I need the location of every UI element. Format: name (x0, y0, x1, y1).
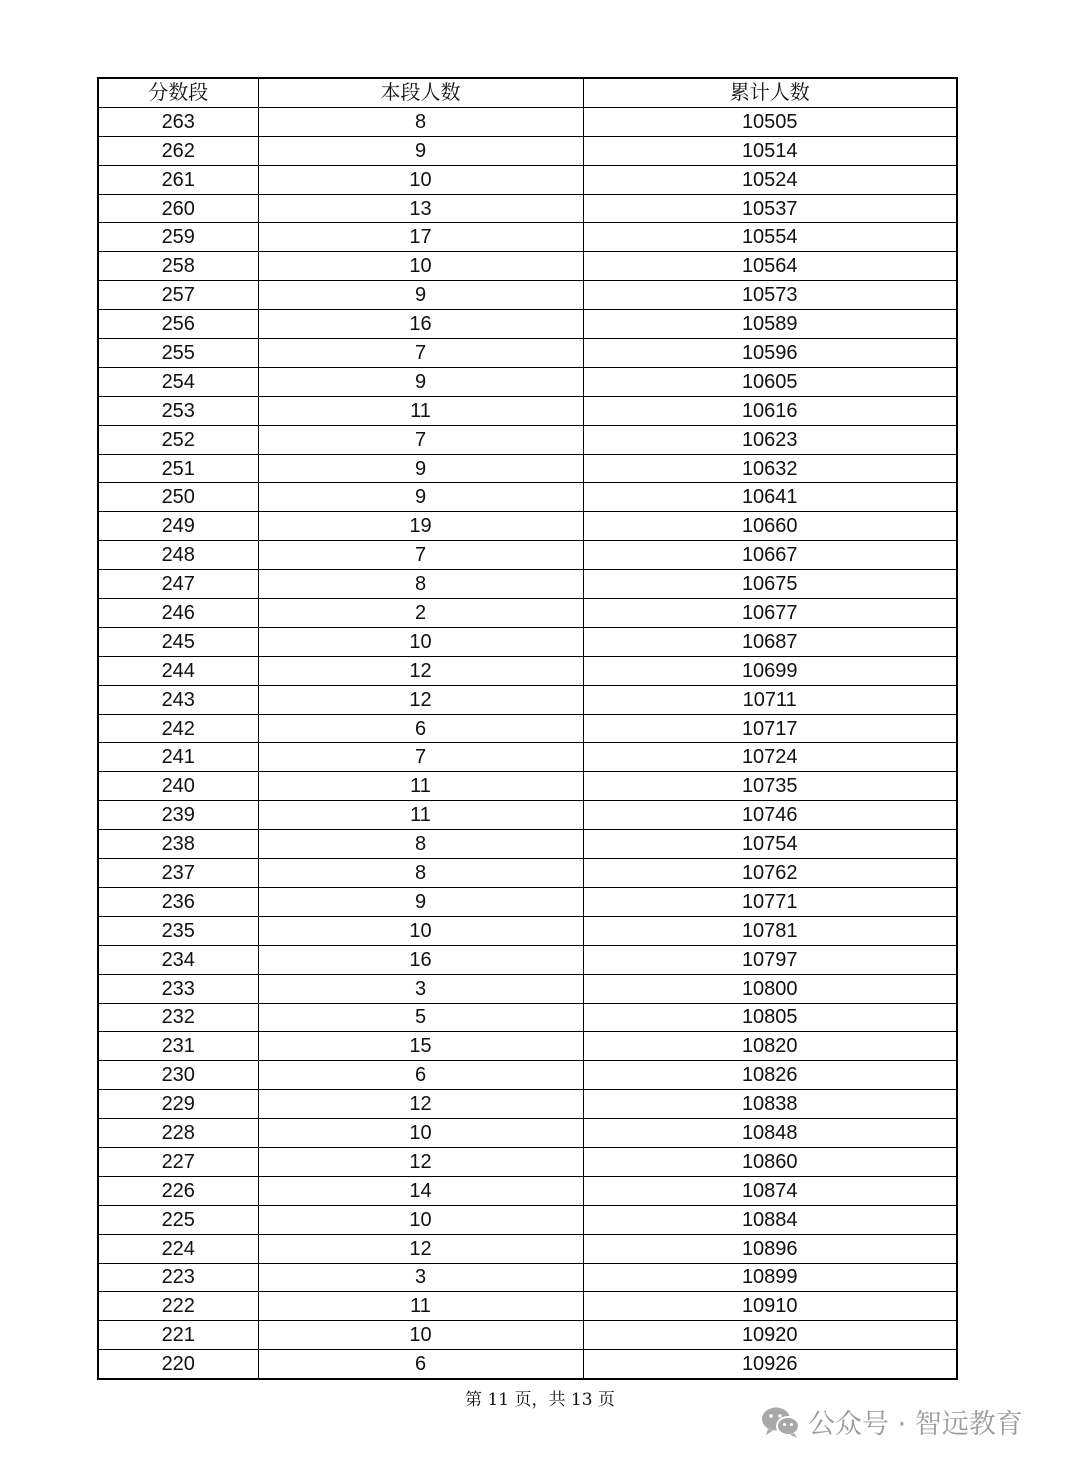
table-row (98, 830, 957, 859)
score-range-cell: 256 (98, 310, 258, 339)
cumulative-count-cell: 10596 (583, 339, 957, 368)
score-range-cell: 233 (98, 974, 258, 1003)
cumulative-count-cell: 10641 (583, 483, 957, 512)
score-range-cell: 254 (98, 367, 258, 396)
table-row (98, 454, 957, 483)
segment-count-cell: 12 (258, 1234, 583, 1263)
table-row (98, 1176, 957, 1205)
segment-count-cell: 16 (258, 310, 583, 339)
cumulative-count-cell: 10589 (583, 310, 957, 339)
segment-count-cell: 10 (258, 1205, 583, 1234)
segment-count-cell: 11 (258, 801, 583, 830)
segment-count-cell: 10 (258, 165, 583, 194)
cumulative-count-cell: 10514 (583, 136, 957, 165)
table-row (98, 107, 957, 136)
score-range-cell: 253 (98, 396, 258, 425)
cumulative-count-cell: 10573 (583, 281, 957, 310)
segment-count-cell: 9 (258, 483, 583, 512)
table-row (98, 367, 957, 396)
score-range-cell: 255 (98, 339, 258, 368)
table-row (98, 194, 957, 223)
segment-count-cell: 7 (258, 339, 583, 368)
score-range-cell: 248 (98, 541, 258, 570)
table-row (98, 541, 957, 570)
table-row (98, 772, 957, 801)
cumulative-count-cell: 10687 (583, 627, 957, 656)
score-range-cell: 224 (98, 1234, 258, 1263)
header-cumulative-count: 累计人数 (583, 78, 957, 107)
segment-count-cell: 10 (258, 1119, 583, 1148)
segment-count-cell: 8 (258, 107, 583, 136)
segment-count-cell: 16 (258, 945, 583, 974)
cumulative-count-cell: 10605 (583, 367, 957, 396)
cumulative-count-cell: 10524 (583, 165, 957, 194)
score-range-cell: 232 (98, 1003, 258, 1032)
segment-count-cell: 9 (258, 887, 583, 916)
table-row (98, 165, 957, 194)
header-score-range: 分数段 (98, 78, 258, 107)
segment-count-cell: 13 (258, 194, 583, 223)
table-row (98, 1061, 957, 1090)
table-row (98, 570, 957, 599)
cumulative-count-cell: 10660 (583, 512, 957, 541)
score-range-cell: 226 (98, 1176, 258, 1205)
table-row (98, 1234, 957, 1263)
segment-count-cell: 19 (258, 512, 583, 541)
segment-count-cell: 7 (258, 425, 583, 454)
table-header-row (98, 78, 957, 107)
table-row (98, 136, 957, 165)
table-row (98, 425, 957, 454)
cumulative-count-cell: 10874 (583, 1176, 957, 1205)
segment-count-cell: 3 (258, 974, 583, 1003)
segment-count-cell: 9 (258, 454, 583, 483)
table-row (98, 1321, 957, 1350)
table-row (98, 801, 957, 830)
table-row (98, 252, 957, 281)
segment-count-cell: 12 (258, 1147, 583, 1176)
table-row (98, 1119, 957, 1148)
segment-count-cell: 12 (258, 656, 583, 685)
score-range-cell: 235 (98, 916, 258, 945)
score-range-cell: 237 (98, 859, 258, 888)
score-range-cell: 243 (98, 685, 258, 714)
table-row (98, 1350, 957, 1379)
score-range-cell: 260 (98, 194, 258, 223)
table-row (98, 945, 957, 974)
table-row (98, 339, 957, 368)
watermark (760, 1402, 1023, 1441)
table-row (98, 714, 957, 743)
segment-count-cell: 9 (258, 281, 583, 310)
cumulative-count-cell: 10800 (583, 974, 957, 1003)
cumulative-count-cell: 10838 (583, 1090, 957, 1119)
cumulative-count-cell: 10675 (583, 570, 957, 599)
table-row (98, 1147, 957, 1176)
table-row (98, 599, 957, 628)
table-row (98, 281, 957, 310)
cumulative-count-cell: 10724 (583, 743, 957, 772)
page-number: 第 11 页，共 13 页 (465, 1390, 615, 1410)
score-range-cell: 220 (98, 1350, 258, 1379)
table-row (98, 512, 957, 541)
cumulative-count-cell: 10805 (583, 1003, 957, 1032)
table-row (98, 310, 957, 339)
cumulative-count-cell: 10884 (583, 1205, 957, 1234)
cumulative-count-cell: 10926 (583, 1350, 957, 1379)
score-range-cell: 250 (98, 483, 258, 512)
cumulative-count-cell: 10920 (583, 1321, 957, 1350)
table-row (98, 1205, 957, 1234)
wechat-icon (760, 1405, 802, 1439)
table-row (98, 916, 957, 945)
cumulative-count-cell: 10623 (583, 425, 957, 454)
table-row (98, 396, 957, 425)
cumulative-count-cell: 10899 (583, 1263, 957, 1292)
table-row (98, 1292, 957, 1321)
score-range-cell: 228 (98, 1119, 258, 1148)
score-range-cell: 240 (98, 772, 258, 801)
segment-count-cell: 8 (258, 570, 583, 599)
cumulative-count-cell: 10896 (583, 1234, 957, 1263)
segment-count-cell: 14 (258, 1176, 583, 1205)
table-row (98, 1263, 957, 1292)
score-range-cell: 244 (98, 656, 258, 685)
score-range-cell: 236 (98, 887, 258, 916)
cumulative-count-cell: 10820 (583, 1032, 957, 1061)
score-range-cell: 261 (98, 165, 258, 194)
score-range-cell: 238 (98, 830, 258, 859)
segment-count-cell: 6 (258, 1350, 583, 1379)
segment-count-cell: 12 (258, 1090, 583, 1119)
segment-count-cell: 10 (258, 627, 583, 656)
score-range-cell: 262 (98, 136, 258, 165)
score-range-cell: 234 (98, 945, 258, 974)
cumulative-count-cell: 10699 (583, 656, 957, 685)
segment-count-cell: 6 (258, 1061, 583, 1090)
cumulative-count-cell: 10677 (583, 599, 957, 628)
score-range-cell: 242 (98, 714, 258, 743)
table-row (98, 743, 957, 772)
score-range-cell: 249 (98, 512, 258, 541)
cumulative-count-cell: 10667 (583, 541, 957, 570)
segment-count-cell: 2 (258, 599, 583, 628)
segment-count-cell: 10 (258, 916, 583, 945)
score-range-cell: 229 (98, 1090, 258, 1119)
score-range-cell: 257 (98, 281, 258, 310)
segment-count-cell: 15 (258, 1032, 583, 1061)
score-range-cell: 252 (98, 425, 258, 454)
score-range-cell: 225 (98, 1205, 258, 1234)
segment-count-cell: 12 (258, 685, 583, 714)
segment-count-cell: 10 (258, 252, 583, 281)
cumulative-count-cell: 10826 (583, 1061, 957, 1090)
cumulative-count-cell: 10771 (583, 887, 957, 916)
score-range-cell: 241 (98, 743, 258, 772)
segment-count-cell: 3 (258, 1263, 583, 1292)
score-range-cell: 263 (98, 107, 258, 136)
score-range-cell: 245 (98, 627, 258, 656)
table-row (98, 1090, 957, 1119)
score-range-cell: 223 (98, 1263, 258, 1292)
cumulative-count-cell: 10910 (583, 1292, 957, 1321)
score-range-cell: 258 (98, 252, 258, 281)
table-row (98, 656, 957, 685)
header-segment-count: 本段人数 (258, 78, 583, 107)
score-range-cell: 221 (98, 1321, 258, 1350)
table-row (98, 1003, 957, 1032)
segment-count-cell: 11 (258, 772, 583, 801)
table-row (98, 887, 957, 916)
score-range-cell: 251 (98, 454, 258, 483)
cumulative-count-cell: 10797 (583, 945, 957, 974)
cumulative-count-cell: 10860 (583, 1147, 957, 1176)
segment-count-cell: 7 (258, 541, 583, 570)
segment-count-cell: 11 (258, 396, 583, 425)
segment-count-cell: 9 (258, 367, 583, 396)
segment-count-cell: 6 (258, 714, 583, 743)
segment-count-cell: 17 (258, 223, 583, 252)
table-row (98, 1032, 957, 1061)
table-row (98, 859, 957, 888)
segment-count-cell: 9 (258, 136, 583, 165)
segment-count-cell: 5 (258, 1003, 583, 1032)
cumulative-count-cell: 10554 (583, 223, 957, 252)
segment-count-cell: 8 (258, 859, 583, 888)
table-row (98, 685, 957, 714)
cumulative-count-cell: 10754 (583, 830, 957, 859)
segment-count-cell: 10 (258, 1321, 583, 1350)
cumulative-count-cell: 10735 (583, 772, 957, 801)
segment-count-cell: 7 (258, 743, 583, 772)
table-row (98, 627, 957, 656)
table-row (98, 223, 957, 252)
score-table (97, 77, 958, 1380)
cumulative-count-cell: 10505 (583, 107, 957, 136)
cumulative-count-cell: 10564 (583, 252, 957, 281)
score-range-cell: 230 (98, 1061, 258, 1090)
watermark-text: 公众号 · 智远教育 (808, 1409, 1023, 1440)
cumulative-count-cell: 10537 (583, 194, 957, 223)
cumulative-count-cell: 10762 (583, 859, 957, 888)
cumulative-count-cell: 10717 (583, 714, 957, 743)
table-row (98, 483, 957, 512)
score-range-cell: 227 (98, 1147, 258, 1176)
cumulative-count-cell: 10781 (583, 916, 957, 945)
cumulative-count-cell: 10632 (583, 454, 957, 483)
table-row (98, 974, 957, 1003)
score-range-cell: 222 (98, 1292, 258, 1321)
cumulative-count-cell: 10711 (583, 685, 957, 714)
cumulative-count-cell: 10746 (583, 801, 957, 830)
segment-count-cell: 8 (258, 830, 583, 859)
cumulative-count-cell: 10616 (583, 396, 957, 425)
score-range-cell: 259 (98, 223, 258, 252)
cumulative-count-cell: 10848 (583, 1119, 957, 1148)
segment-count-cell: 11 (258, 1292, 583, 1321)
score-range-cell: 246 (98, 599, 258, 628)
score-range-cell: 239 (98, 801, 258, 830)
score-range-cell: 231 (98, 1032, 258, 1061)
score-range-cell: 247 (98, 570, 258, 599)
